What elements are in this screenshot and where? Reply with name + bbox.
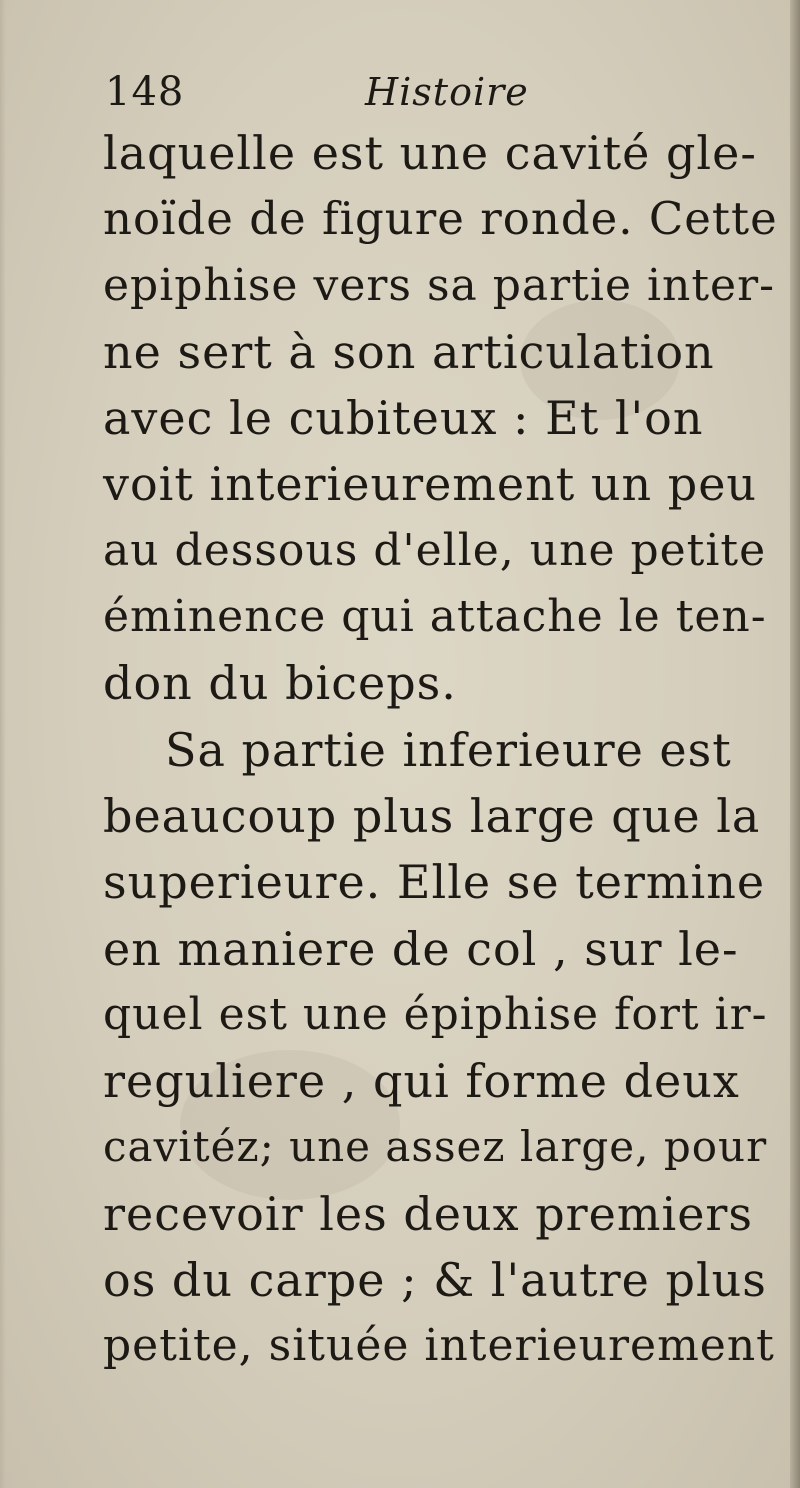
page-left-edge bbox=[0, 0, 6, 1488]
text-line: petite, située interieurement bbox=[103, 1320, 775, 1372]
text-line: beaucoup plus large que la bbox=[103, 788, 761, 843]
text-line: avec le cubiteux : Et l'on bbox=[103, 391, 704, 446]
text-line: recevoir les deux premiers bbox=[103, 1186, 754, 1241]
text-line: éminence qui attache le ten- bbox=[103, 591, 767, 643]
text-line: quel est une épiphise fort ir- bbox=[103, 988, 768, 1040]
text-line: epiphise vers sa partie inter- bbox=[103, 259, 775, 311]
page-right-edge bbox=[790, 0, 800, 1488]
text-line: au dessous d'elle, une petite bbox=[103, 524, 767, 576]
text-line: laquelle est une cavité gle- bbox=[103, 126, 757, 180]
paragraph-start-line: Sa partie inferieure est bbox=[165, 722, 732, 777]
page-number: 148 bbox=[105, 69, 185, 115]
text-line: en maniere de col , sur le- bbox=[103, 921, 739, 976]
text-line: reguliere , qui forme deux bbox=[103, 1054, 740, 1109]
text-line: ne sert à son articulation bbox=[103, 324, 715, 379]
text-line: cavitéz; une assez large, pour bbox=[103, 1122, 768, 1172]
text-line: superieure. Elle se termine bbox=[103, 855, 766, 910]
text-line: noïde de figure ronde. Cette bbox=[103, 192, 778, 246]
text-line: don du biceps. bbox=[103, 656, 457, 711]
running-title: Histoire bbox=[365, 70, 529, 114]
body-text bbox=[103, 120, 778, 1380]
page-header bbox=[105, 62, 765, 122]
text-line: os du carpe ; & l'autre plus bbox=[103, 1253, 767, 1308]
text-line: voit interieurement un peu bbox=[103, 457, 758, 512]
